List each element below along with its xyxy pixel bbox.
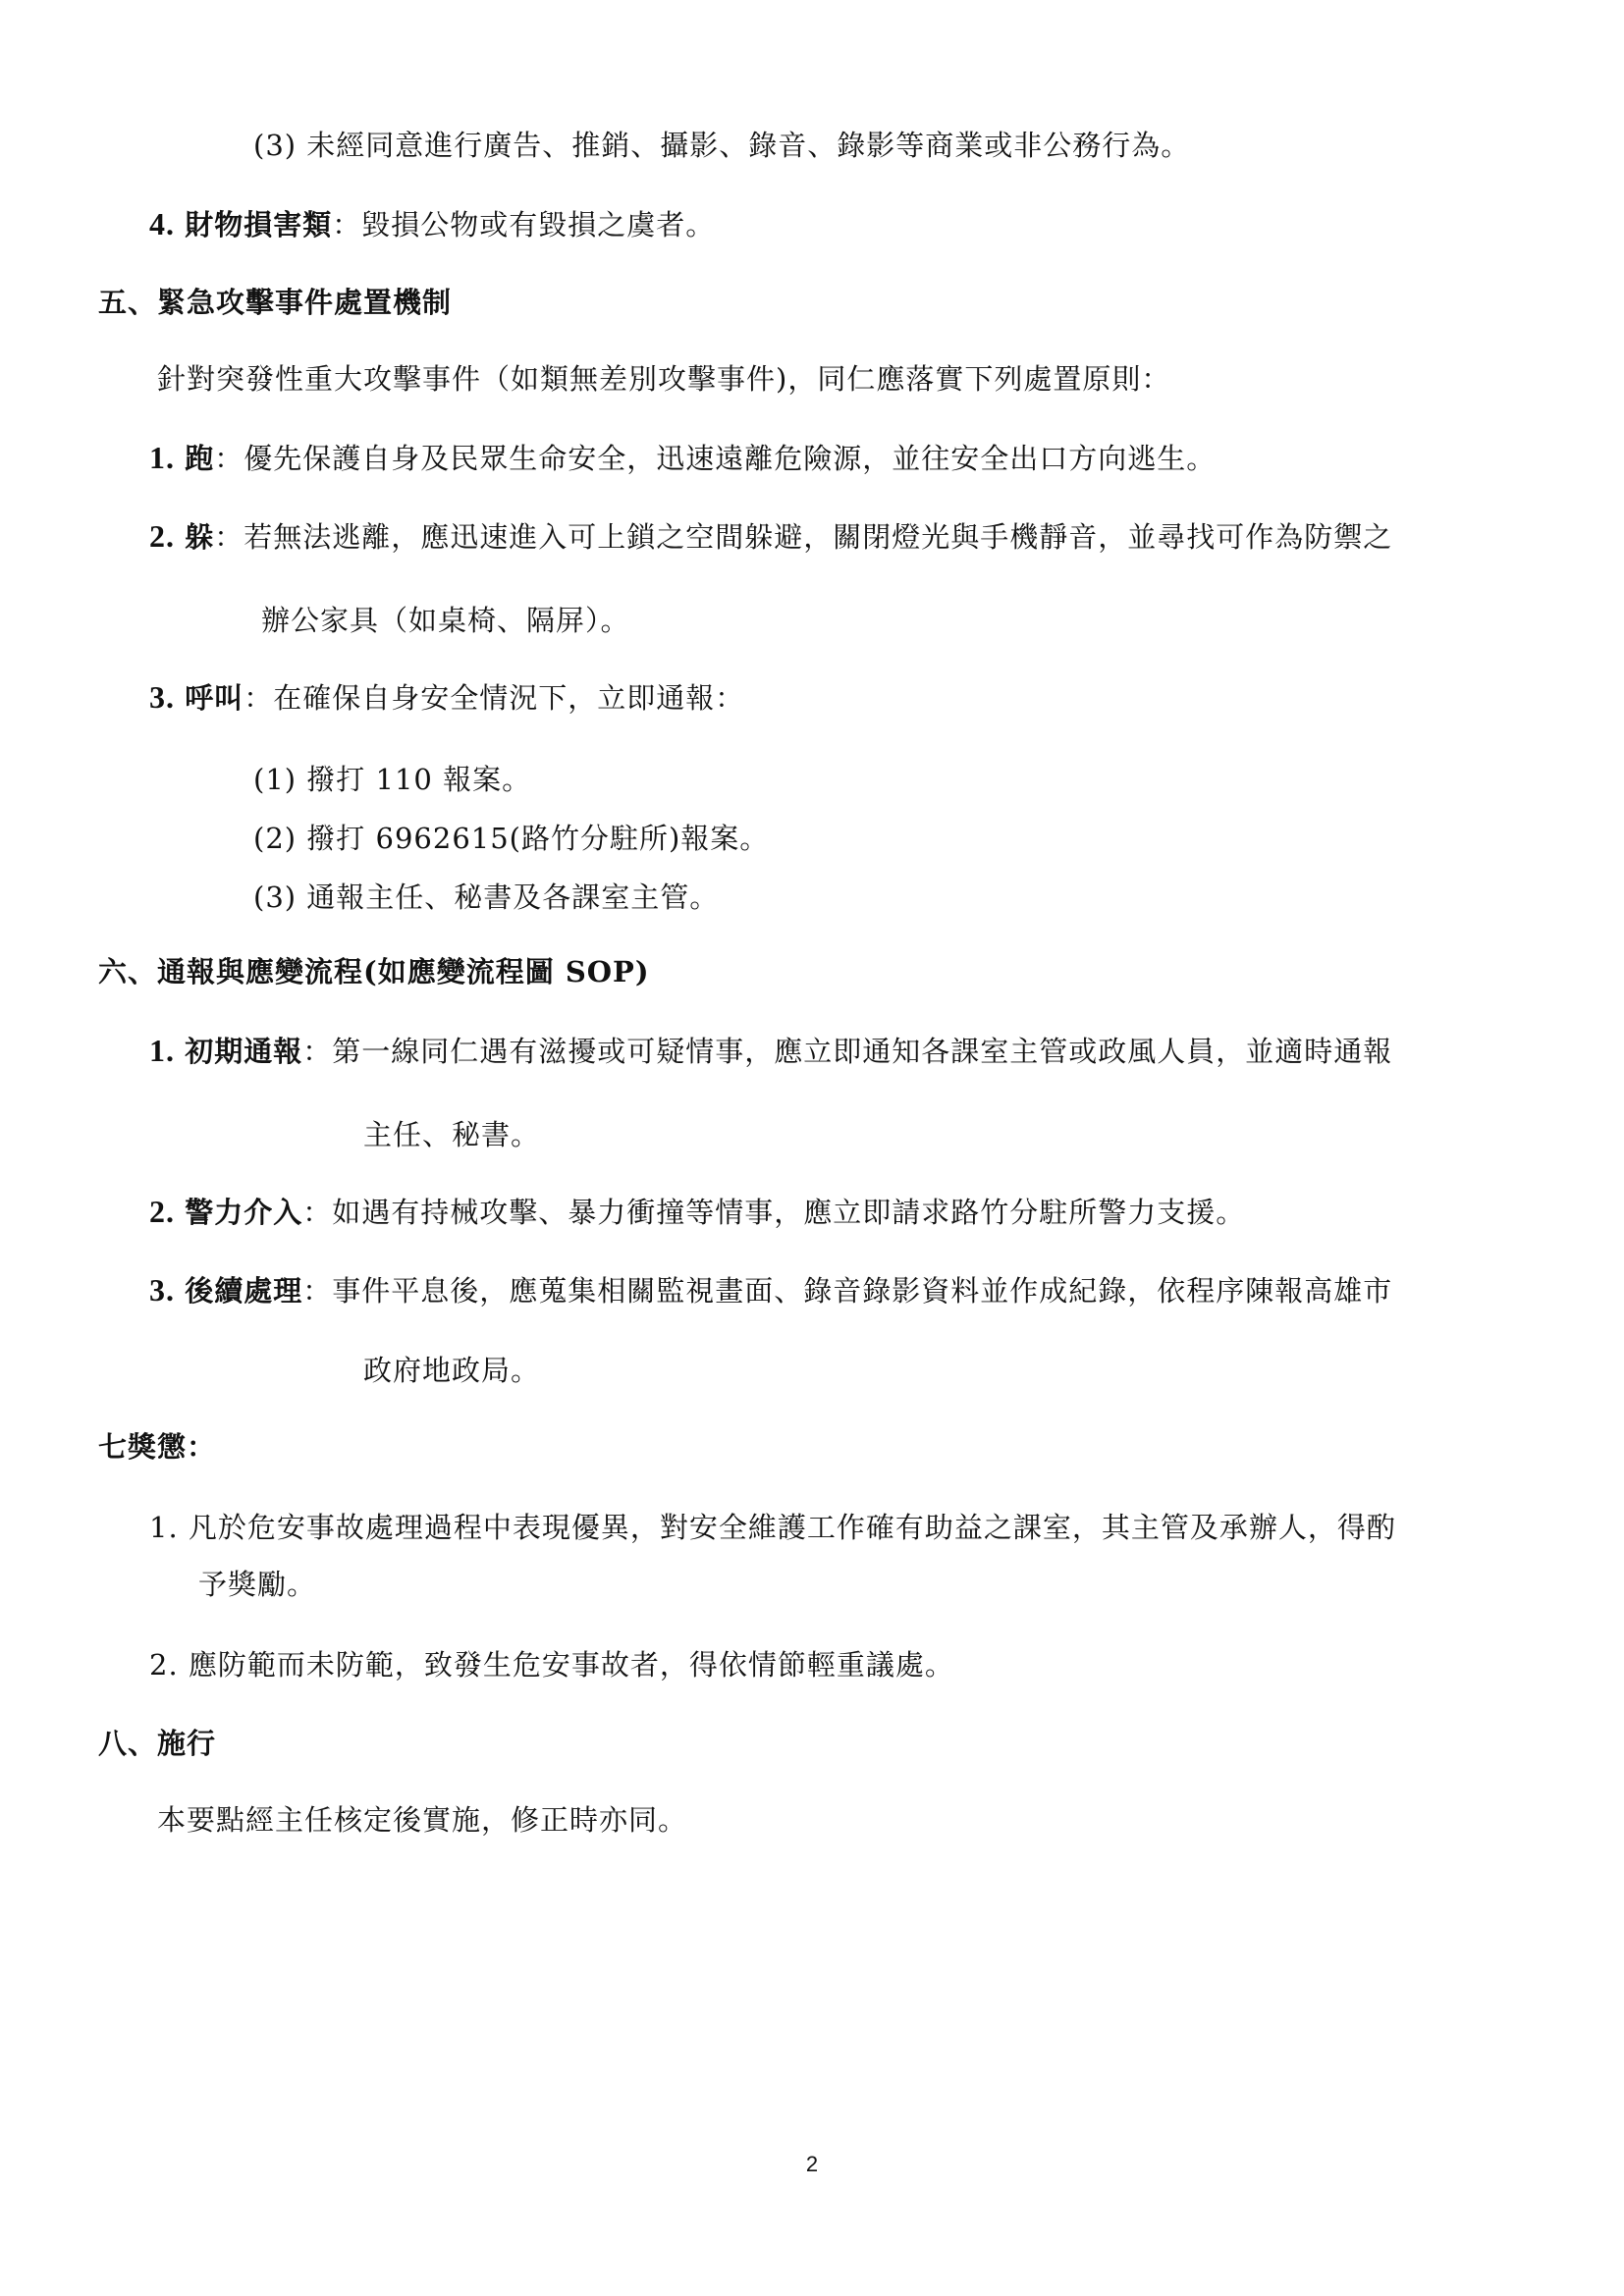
item-text: ：事件平息後，應蒐集相關監視畫面、錄音錄影資料並作成紀錄，依程序陳報高雄市 [302,1274,1393,1308]
item-title: 警力介入 [185,1196,303,1229]
item-text: ：若無法逃離，應迅速進入可上鎖之空間躲避，關閉燈光與手機靜音，並尋找可作為防禦之 [214,520,1393,554]
s6-item-2 [149,1192,1245,1232]
s5-item-1 [149,438,1216,478]
s7-item-2: 2. 應防範而未防範，致發生危安事故者，得依情節輕重議處。 [149,1648,954,1682]
section-5-intro: 針對突發性重大攻擊事件（如類無差別攻擊事件)，同仁應落實下列處置原則： [157,362,1171,396]
item-text: ：在確保自身安全情況下，立即通報： [244,681,745,715]
item-number: 2. [149,518,175,554]
item-title: 初期通報 [185,1035,303,1068]
s5-sub-2: (2) 撥打 6962615(路竹分駐所)報案。 [253,822,770,855]
item-number: 1. [149,1033,175,1068]
item-title: 躲 [185,520,215,554]
section-heading-6: 六、通報與應變流程(如應變流程圖 SOP) [98,955,650,988]
item-number: 3. [149,679,175,715]
s5-item-2-continuation: 辦公家具（如桌椅、隔屏）。 [261,604,630,637]
s5-item-3 [149,677,744,718]
section-heading-5: 五、緊急攻擊事件處置機制 [98,286,453,319]
section-heading-7: 七獎懲： [98,1430,217,1464]
item-number: 1. [149,440,175,475]
s5-sub-1: (1) 撥打 110 報案。 [253,763,532,796]
item-title: 後續處理 [185,1274,303,1308]
s6-item-3-continuation: 政府地政局。 [363,1354,541,1387]
rule-item-4 [149,204,715,244]
rule-item-3-sub-3: (3) 未經同意進行廣告、推銷、攝影、錄音、錄影等商業或非公務行為。 [253,129,1191,162]
s5-item-2 [149,516,1392,557]
s6-item-1-continuation: 主任、秘書。 [363,1118,541,1151]
item-text: ：如遇有持械攻擊、暴力衝撞等情事，應立即請求路竹分駐所警力支援。 [302,1196,1246,1229]
section-8-text: 本要點經主任核定後實施，修正時亦同。 [157,1803,688,1837]
s5-sub-3: (3) 通報主任、秘書及各課室主管。 [253,881,720,914]
item-text: ：優先保護自身及民眾生命安全，迅速遠離危險源，並往安全出口方向逃生。 [214,442,1217,475]
s6-item-3 [149,1270,1392,1310]
section-heading-8: 八、施行 [98,1727,217,1760]
s7-item-1: 1. 凡於危安事故處理過程中表現優異，對安全維護工作確有助益之課室，其主管及承辦人，得酌 [149,1511,1396,1544]
page-number: 2 [805,2152,819,2176]
item-title: 呼叫 [185,681,244,715]
item-number: 2. [149,1194,175,1229]
item-text: ：毀損公物或有毀損之虞者。 [332,208,716,241]
item-number: 3. [149,1272,175,1308]
item-number: 4. [149,206,175,241]
s7-item-1-continuation: 予獎勵。 [198,1568,317,1601]
s6-item-1 [149,1031,1392,1071]
item-title: 財物損害類 [185,208,333,241]
item-text: ：第一線同仁遇有滋擾或可疑情事，應立即通知各課室主管或政風人員，並適時通報 [302,1035,1393,1068]
item-title: 跑 [185,442,215,475]
